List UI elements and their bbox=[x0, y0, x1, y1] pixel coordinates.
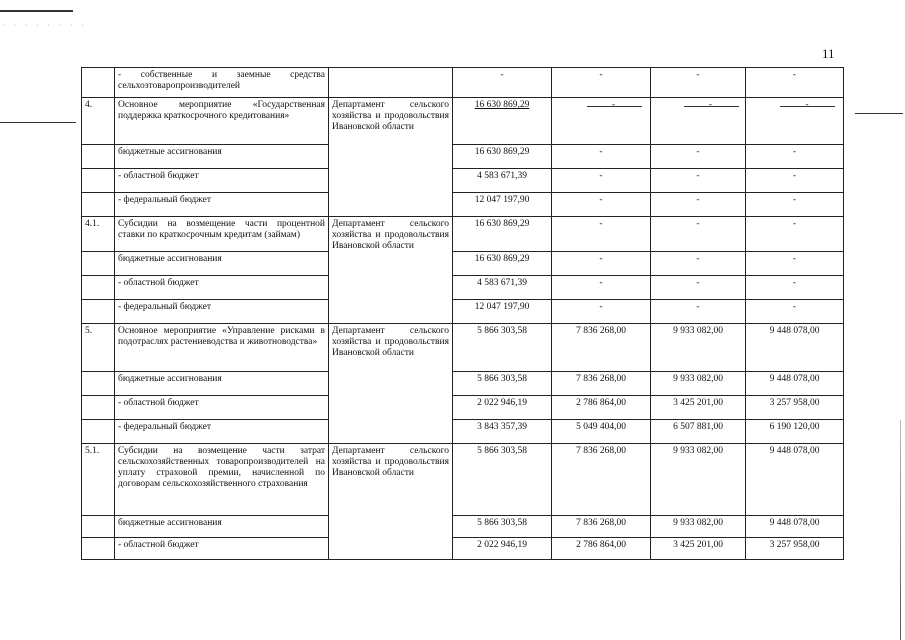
table-row bbox=[82, 98, 844, 145]
value-cell: - bbox=[552, 217, 651, 252]
row-department bbox=[329, 68, 453, 98]
row-number bbox=[82, 372, 115, 396]
table-row bbox=[82, 420, 844, 444]
row-name: - областной бюджет bbox=[115, 276, 329, 300]
row-name: Субсидии на возмещение части процентной ставки по краткосрочным кредитам (займам) bbox=[115, 217, 329, 252]
row-name: бюджетные ассигнования bbox=[115, 252, 329, 276]
row-number: 4.1. bbox=[82, 217, 115, 252]
row-name: - собственные и заемные средства сельхозтоваропроизводителей bbox=[115, 68, 329, 98]
table-row bbox=[82, 444, 844, 516]
row-name: - областной бюджет bbox=[115, 538, 329, 560]
table-row bbox=[82, 324, 844, 372]
value-cell: 4 583 671,39 bbox=[453, 169, 552, 193]
value-text: - bbox=[611, 100, 616, 110]
row-name: Основное мероприятие «Управление рисками в подотраслях растениеводства и животноводства» bbox=[115, 324, 329, 372]
value-cell: - bbox=[651, 252, 746, 276]
value-cell: 9 448 078,00 bbox=[746, 324, 844, 372]
value-cell: - bbox=[651, 68, 746, 98]
value-cell: 7 836 268,00 bbox=[552, 516, 651, 538]
row-name: - федеральный бюджет bbox=[115, 420, 329, 444]
row-number: 5.1. bbox=[82, 444, 115, 516]
value-cell: 3 843 357,39 bbox=[453, 420, 552, 444]
row-number bbox=[82, 396, 115, 420]
scan-artifact-line bbox=[0, 10, 73, 12]
value-cell: 9 933 082,00 bbox=[651, 516, 746, 538]
scan-artifact-edge bbox=[900, 420, 901, 640]
row-name: Основное мероприятие «Государственная поддержка краткосрочного кредитования» bbox=[115, 98, 329, 145]
table-row bbox=[82, 516, 844, 538]
value-cell: - bbox=[651, 145, 746, 169]
value-cell: 16 630 869,29 bbox=[453, 217, 552, 252]
row-name: бюджетные ассигнования bbox=[115, 516, 329, 538]
value-cell: 9 933 082,00 bbox=[651, 372, 746, 396]
table-row bbox=[82, 276, 844, 300]
value-cell bbox=[746, 98, 844, 145]
value-text: - bbox=[708, 100, 713, 110]
table-row bbox=[82, 169, 844, 193]
row-number bbox=[82, 169, 115, 193]
row-department: Департамент сельского хозяйства и продовольствия Ивановской области bbox=[329, 217, 453, 324]
value-cell: - bbox=[651, 193, 746, 217]
value-cell: 5 866 303,58 bbox=[453, 324, 552, 372]
value-cell: 16 630 869,29 bbox=[453, 98, 552, 145]
value-cell: 3 257 958,00 bbox=[746, 538, 844, 560]
scan-artifact-line bbox=[855, 113, 903, 114]
row-number bbox=[82, 538, 115, 560]
value-cell: - bbox=[746, 217, 844, 252]
table-row bbox=[82, 372, 844, 396]
table-row bbox=[82, 252, 844, 276]
row-department: Департамент сельского хозяйства и продовольствия Ивановской области bbox=[329, 98, 453, 217]
row-number bbox=[82, 516, 115, 538]
value-cell: - bbox=[453, 68, 552, 98]
value-cell: 16 630 869,29 bbox=[453, 252, 552, 276]
value-cell: - bbox=[746, 193, 844, 217]
value-cell: - bbox=[552, 68, 651, 98]
row-number bbox=[82, 420, 115, 444]
value-cell: - bbox=[651, 276, 746, 300]
row-number bbox=[82, 68, 115, 98]
value-cell: 4 583 671,39 bbox=[453, 276, 552, 300]
value-cell: - bbox=[552, 252, 651, 276]
value-text: - bbox=[805, 100, 809, 110]
value-cell: 2 786 864,00 bbox=[552, 396, 651, 420]
value-cell: 3 257 958,00 bbox=[746, 396, 844, 420]
row-name: Субсидии на возмещение части затрат сельскохозяйственных товаропроизводителей на уплату страховой премии, начисленной по договорам сельскохозяйственного страхования bbox=[115, 444, 329, 516]
value-cell: 6 507 881,00 bbox=[651, 420, 746, 444]
row-number bbox=[82, 300, 115, 324]
value-cell: 5 866 303,58 bbox=[453, 516, 552, 538]
row-name: - федеральный бюджет bbox=[115, 193, 329, 217]
value-cell: 9 448 078,00 bbox=[746, 444, 844, 516]
value-cell: - bbox=[746, 145, 844, 169]
value-cell: - bbox=[651, 217, 746, 252]
value-cell: 5 049 404,00 bbox=[552, 420, 651, 444]
value-cell: 9 933 082,00 bbox=[651, 324, 746, 372]
value-cell: - bbox=[746, 68, 844, 98]
value-cell: 9 448 078,00 bbox=[746, 516, 844, 538]
page-number: 11 bbox=[822, 46, 835, 61]
table-row bbox=[82, 68, 844, 98]
table-row bbox=[82, 217, 844, 252]
value-cell: - bbox=[746, 300, 844, 324]
value-cell: 12 047 197,90 bbox=[453, 300, 552, 324]
row-number bbox=[82, 276, 115, 300]
table-row bbox=[82, 300, 844, 324]
value-cell: 12 047 197,90 bbox=[453, 193, 552, 217]
value-cell: 7 836 268,00 bbox=[552, 372, 651, 396]
value-cell: 9 448 078,00 bbox=[746, 372, 844, 396]
value-cell: 5 866 303,58 bbox=[453, 444, 552, 516]
value-cell: - bbox=[552, 169, 651, 193]
row-name: - областной бюджет bbox=[115, 169, 329, 193]
value-cell: 7 836 268,00 bbox=[552, 444, 651, 516]
row-department: Департамент сельского хозяйства и продовольствия Ивановской области bbox=[329, 324, 453, 444]
value-cell: 6 190 120,00 bbox=[746, 420, 844, 444]
table-row bbox=[82, 193, 844, 217]
value-cell: - bbox=[552, 276, 651, 300]
value-cell bbox=[651, 98, 746, 145]
row-name: - областной бюджет bbox=[115, 396, 329, 420]
value-cell: - bbox=[552, 300, 651, 324]
value-cell: 2 022 946,19 bbox=[453, 538, 552, 560]
value-cell: 9 933 082,00 bbox=[651, 444, 746, 516]
row-number: 4. bbox=[82, 98, 115, 145]
value-cell: - bbox=[746, 169, 844, 193]
row-department: Департамент сельского хозяйства и продовольствия Ивановской области bbox=[329, 444, 453, 560]
value-cell: - bbox=[651, 169, 746, 193]
row-number bbox=[82, 193, 115, 217]
row-name: - федеральный бюджет bbox=[115, 300, 329, 324]
value-cell: - bbox=[746, 276, 844, 300]
row-number bbox=[82, 252, 115, 276]
value-cell bbox=[552, 98, 651, 145]
table-row bbox=[82, 145, 844, 169]
table-row bbox=[82, 538, 844, 560]
table-row bbox=[82, 396, 844, 420]
row-number: 5. bbox=[82, 324, 115, 372]
row-name: бюджетные ассигнования bbox=[115, 372, 329, 396]
value-cell: 3 425 201,00 bbox=[651, 538, 746, 560]
row-name: бюджетные ассигнования bbox=[115, 145, 329, 169]
row-number bbox=[82, 145, 115, 169]
value-cell: - bbox=[552, 193, 651, 217]
value-cell: - bbox=[746, 252, 844, 276]
value-cell: 7 836 268,00 bbox=[552, 324, 651, 372]
budget-table bbox=[81, 67, 844, 560]
scan-artifact-line bbox=[0, 122, 76, 123]
value-cell: - bbox=[651, 300, 746, 324]
value-cell: 2 786 864,00 bbox=[552, 538, 651, 560]
value-cell: - bbox=[552, 145, 651, 169]
value-cell: 2 022 946,19 bbox=[453, 396, 552, 420]
value-cell: 5 866 303,58 bbox=[453, 372, 552, 396]
value-cell: 3 425 201,00 bbox=[651, 396, 746, 420]
scan-artifact-dots: · · · · · · · · bbox=[2, 22, 87, 29]
value-cell: 16 630 869,29 bbox=[453, 145, 552, 169]
